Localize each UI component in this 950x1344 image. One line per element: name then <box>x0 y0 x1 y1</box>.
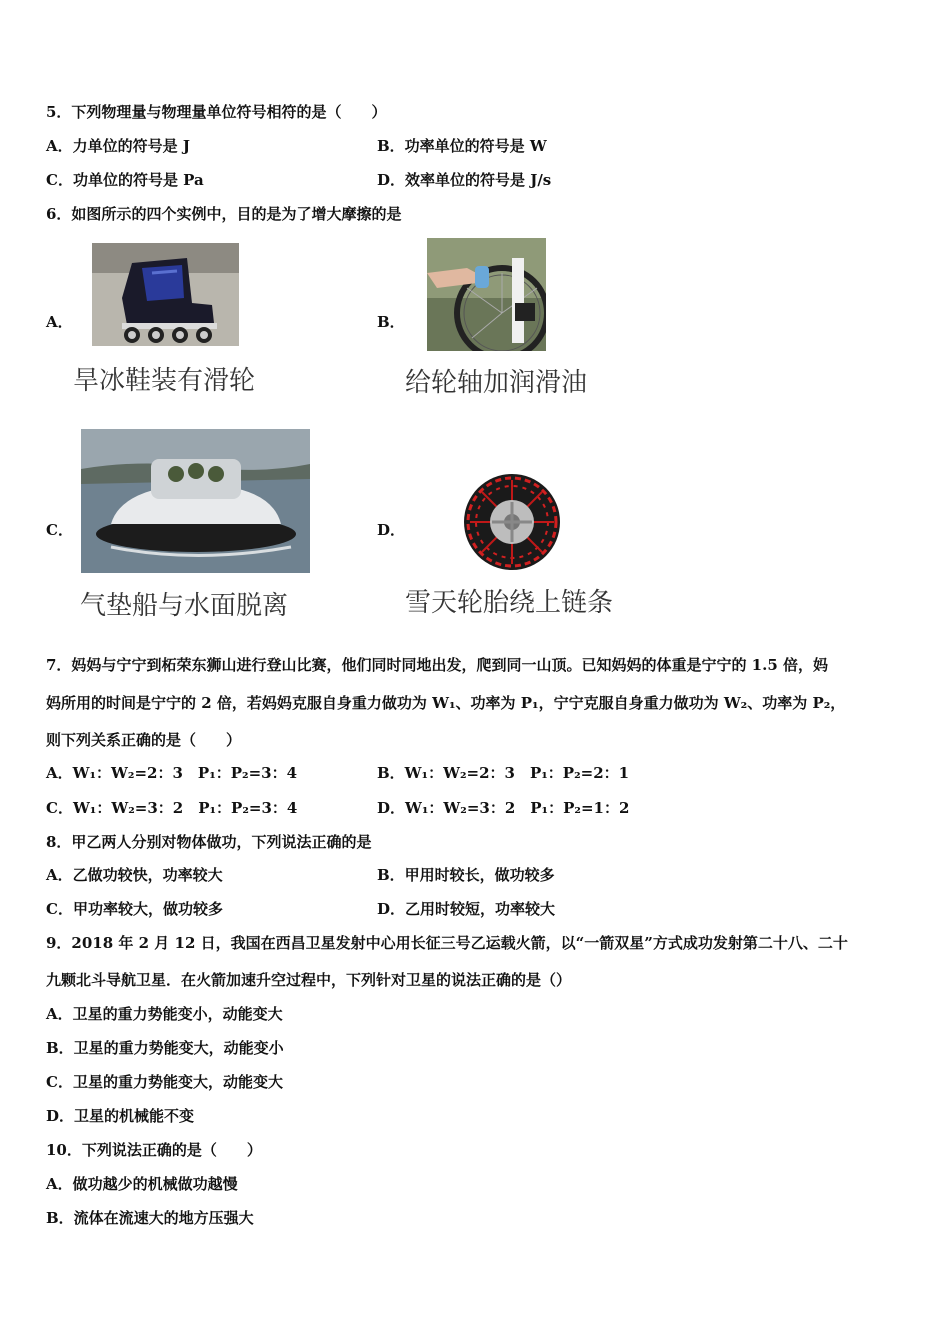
q6-caption-b: 给轮轴加润滑油 <box>405 368 588 398</box>
q8-option-c: C．甲功率较大，做功较多 <box>46 900 223 918</box>
q5-option-d: D．效率单位的符号是 J/s <box>377 171 552 189</box>
q5-option-a: A．力单位的符号是 J <box>46 137 190 155</box>
tire-chain-image <box>460 470 564 574</box>
q7-line-2: 妈所用的时间是宁宁的 2 倍，若妈妈克服自身重力做功为 W₁、功率为 P₁，宁宁克服自身重力做功为 W₂、功率为 P₂， <box>46 694 846 712</box>
q6-stem: 6．如图所示的四个实例中，目的是为了增大摩擦的是 <box>46 205 402 223</box>
q6-caption-d: 雪天轮胎绕上链条 <box>405 588 614 618</box>
q7-line-3: 则下列关系正确的是（ ） <box>46 731 242 749</box>
q7-option-b: B．W₁：W₂=2：3 P₁：P₂=2：1 <box>377 764 630 782</box>
q7-option-a: A．W₁：W₂=2：3 P₁：P₂=3：4 <box>46 764 298 782</box>
q5-option-b: B．功率单位的符号是 W <box>377 137 547 155</box>
q9-option-b: B．卫星的重力势能变大，动能变小 <box>46 1039 284 1057</box>
roller-skate-image <box>92 243 239 346</box>
q9-line-2: 九颗北斗导航卫星．在火箭加速升空过程中，下列针对卫星的说法正确的是（） <box>46 971 572 989</box>
q10-option-b: B．流体在流速大的地方压强大 <box>46 1209 254 1227</box>
q5-stem: 5．下列物理量与物理量单位符号相符的是（ ） <box>46 103 387 121</box>
q6-label-b: B． <box>377 313 405 331</box>
q6-caption-a: 旱冰鞋装有滑轮 <box>73 366 256 396</box>
bicycle-oil-image <box>427 238 546 351</box>
q5-option-c: C．功单位的符号是 Pa <box>46 171 204 189</box>
q6-label-c: C． <box>46 521 73 539</box>
q7-option-d: D．W₁：W₂=3：2 P₁：P₂=1：2 <box>377 799 630 817</box>
q9-option-c: C．卫星的重力势能变大，动能变大 <box>46 1073 283 1091</box>
q9-option-a: A．卫星的重力势能变小，动能变大 <box>46 1005 283 1023</box>
q7-line-1: 7．妈妈与宁宁到柘荣东狮山进行登山比赛，他们同时同地出发，爬到同一山顶。已知妈妈的体重是宁宁的 1.5 倍，妈 <box>46 656 828 674</box>
q6-label-d: D． <box>377 521 406 539</box>
q6-caption-c: 气垫船与水面脱离 <box>80 591 289 621</box>
q7-option-c: C．W₁：W₂=3：2 P₁：P₂=3：4 <box>46 799 298 817</box>
q9-line-1: 9．2018 年 2 月 12 日，我国在西昌卫星发射中心用长征三号乙运载火箭，以“一箭双星”方式成功发射第二十八、二十 <box>46 934 848 952</box>
q8-option-a: A．乙做功较快，功率较大 <box>46 866 223 884</box>
q8-option-b: B．甲用时较长，做功较多 <box>377 866 555 884</box>
q10-stem: 10．下列说法正确的是（ ） <box>46 1141 262 1159</box>
q6-label-a: A． <box>46 313 73 331</box>
hovercraft-image <box>81 429 310 573</box>
q8-option-d: D．乙用时较短，功率较大 <box>377 900 556 918</box>
q8-stem: 8．甲乙两人分别对物体做功，下列说法正确的是 <box>46 833 372 851</box>
q9-option-d: D．卫星的机械能不变 <box>46 1107 195 1125</box>
q10-option-a: A．做功越少的机械做功越慢 <box>46 1175 238 1193</box>
